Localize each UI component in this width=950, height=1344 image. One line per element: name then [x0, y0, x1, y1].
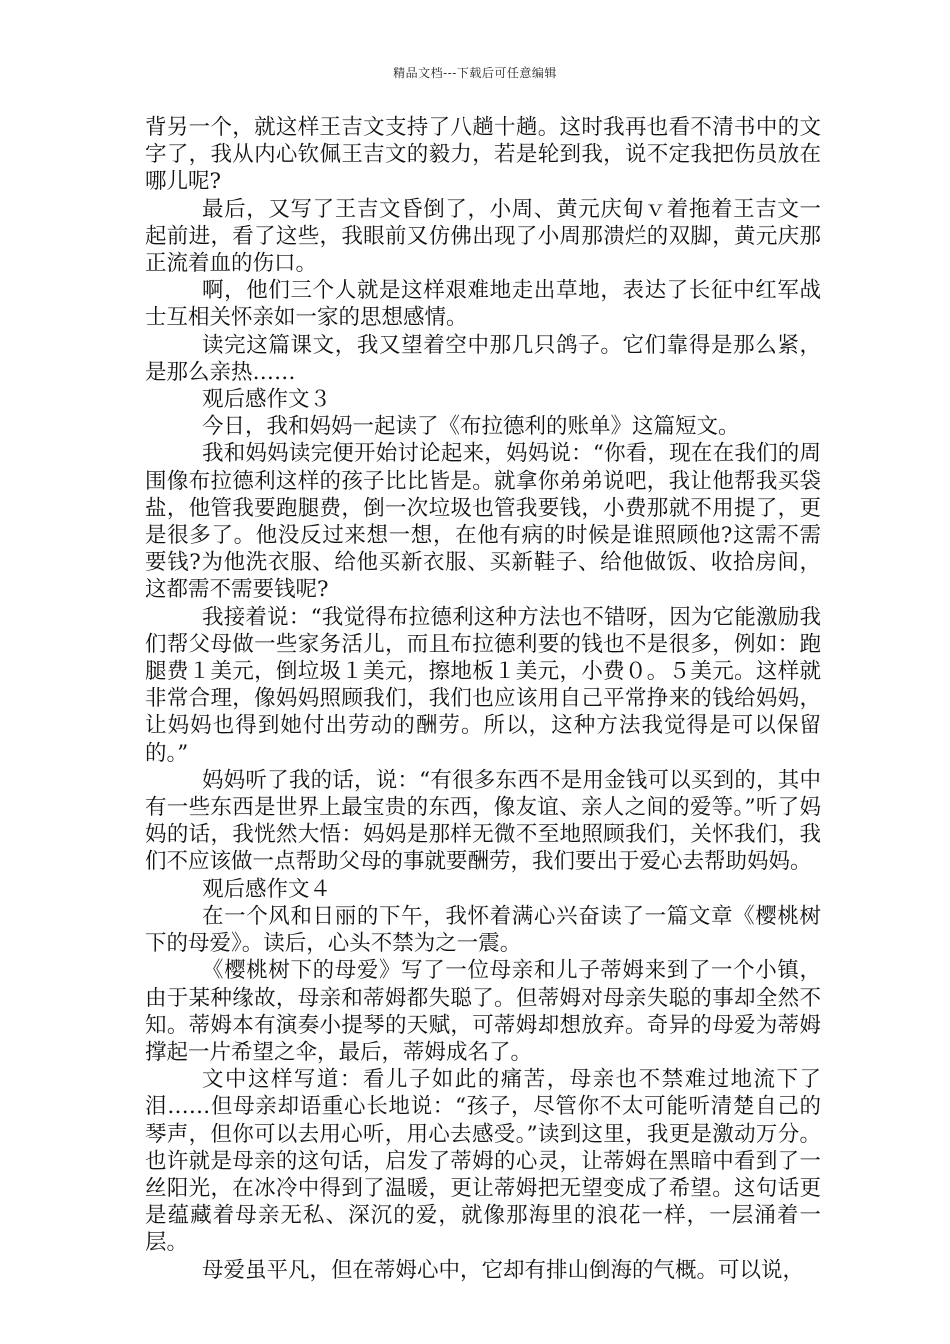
paragraph: 文中这样写道：看儿子如此的痛苦，母亲也不禁难过地流下了泪……但母亲却语重心长地说：“孩子，尽管你不太可能听清楚自己的琴声，但你可以去用心听，用心去感受。”读到这里，我更是激动万分。也许就是母亲的这句话，启发了蒂姆的心灵，让蒂姆在黑暗中看到了一丝阳光，在冰冷中得到了温暖，更让蒂姆把无望变成了希望。这句话更是蕴藏着母亲无私、深沉的爱，就像那海里的浪花一样，一层涌着一层。	[145, 1067, 821, 1256]
paragraph: 我和妈妈读完便开始讨论起来，妈妈说：“你看，现在在我们的周围像布拉德利这样的孩子比比皆是。就拿你弟弟说吧，我让他帮我买袋盐，他管我要跑腿费，倒一次垃圾也管我要钱，小费那就不用提了，更是很多了。他没反过来想一想，在他有病的时候是谁照顾他?这需不需要钱?为他洗衣服、给他买新衣服、买新鞋子、给他做饭、收拾房间，这都需不需要钱呢?	[145, 441, 821, 603]
page-header: 精品文档---下载后可任意编辑	[393, 66, 557, 80]
paragraph: 啊，他们三个人就是这样艰难地走出草地，表达了长征中红军战士互相关怀亲如一家的思想感情。	[145, 278, 821, 331]
paragraph: 最后，又写了王吉文昏倒了，小周、黄元庆甸ｖ着拖着王吉文一起前进，看了这些，我眼前又仿佛出现了小周那溃烂的双脚，黄元庆那正流着血的伤口。	[145, 196, 821, 277]
paragraph: 母爱虽平凡，但在蒂姆心中，它却有排山倒海的气概。可以说，	[202, 1257, 805, 1283]
paragraph: 《樱桃树下的母爱》写了一位母亲和儿子蒂姆来到了一个小镇，由于某种缘故，母亲和蒂姆都失聪了。但蒂姆对母亲失聪的事却全然不知。蒂姆本有演奏小提琴的天赋，可蒂姆却想放弃。奇异的母爱为蒂姆撑起一片希望之伞，最后，蒂姆成名了。	[145, 958, 821, 1065]
paragraph: 我接着说：“我觉得布拉德利这种方法也不错呀，因为它能激励我们帮父母做一些家务活儿，而且布拉德利要的钱也不是很多，例如：跑腿费１美元，倒垃圾１美元，擦地板１美元，小费０。５美元。这样就非常合理，像妈妈照顾我们，我们也应该用自己平常挣来的钱给妈妈，让妈妈也得到她付出劳动的酬劳。所以，这种方法我觉得是可以保留的。”	[145, 604, 821, 766]
paragraph: 妈妈听了我的话，说：“有很多东西不是用金钱可以买到的，其中有一些东西是世界上最宝贵的东西，像友谊、亲人之间的爱等。”听了妈妈的话，我恍然大悟：妈妈是那样无微不至地照顾我们，关怀我们，我们不应该做一点帮助父母的事就要酬劳，我们要出于爱心去帮助妈妈。	[145, 767, 821, 875]
paragraph: 读完这篇课文，我又望着空中那几只鸽子。它们靠得是那么紧，是那么亲热……	[145, 332, 821, 385]
paragraph: 今日，我和妈妈一起读了《布拉德利的账单》这篇短文。	[202, 414, 740, 440]
paragraph: 在一个风和日丽的下午，我怀着满心兴奋读了一篇文章《樱桃树下的母爱》。读后，心头不禁为之一震。	[145, 903, 821, 957]
section-heading: 观后感作文３	[202, 387, 332, 413]
section-heading: 观后感作文４	[202, 876, 332, 902]
paragraph: 背另一个，就这样王吉文支持了八趟十趟。这时我再也看不清书中的文字了，我从内心钦佩王吉文的毅力，若是轮到我，说不定我把伤员放在哪儿呢?	[145, 115, 821, 195]
document-body	[145, 114, 821, 1284]
